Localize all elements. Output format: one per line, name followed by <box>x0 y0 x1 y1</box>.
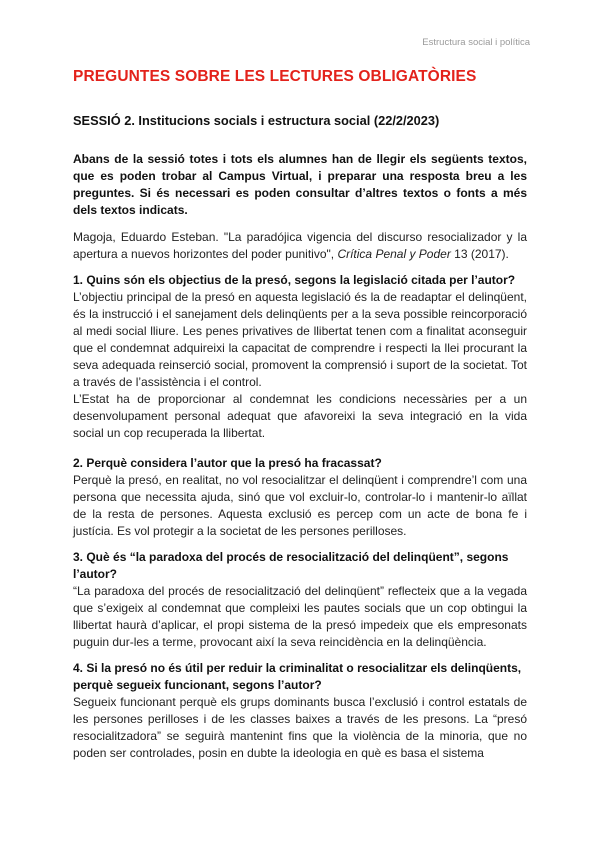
question-4: 4. Si la presó no és útil per reduir la criminalitat o resocialitzar els delinqüents, perquè segueix funcionant, segons l’autor? <box>73 661 522 692</box>
question-1: 1. Quins són els objectius de la presó, segons la legislació citada per l’autor? <box>73 273 516 287</box>
question-block-3 <box>73 549 527 651</box>
document-title: PREGUNTES SOBRE LES LECTURES OBLIGATÒRIES <box>73 68 477 85</box>
reading-reference <box>73 229 527 263</box>
journal-title: Crítica Penal y Poder <box>337 247 451 261</box>
instructions-paragraph: Abans de la sessió totes i tots els alumnes han de llegir els següents textos, que es poden trobar al Campus Virtual, i preparar una resposta breu a les preguntes. Si és necessari es poden consultar d’altres textos o fonts a més dels textos indicats. <box>73 152 527 217</box>
question-3: 3. Què és “la paradoxa del procés de resocialització del delinqüent”, segons l’autor? <box>73 550 509 581</box>
question-block-1 <box>73 272 527 442</box>
answer-2: Perquè la presó, en realitat, no vol resocialitzar el delinqüent i comprendre’l com una persona que necessita ajuda, sinó que vol excluir-lo, controlar-lo i mantenir-lo aïllat de la resta de persones. Aquesta exclusió es percep com un acte de bona fe i justícia. Es vol protegir a la societat de les persones perilloses. <box>73 473 527 538</box>
answer-1-paragraph-1: L’objectiu principal de la presó en aquesta legislació és la de readaptar el delinqüent, és la instrucció i el sanejament dels delinqüents per a la seva possible reincorporació al medi social lliure. Les penes privatives de llibertat tenen com a finalitat aconseguir que el condemnat adquireixi la capacitat de comprendre i respecti la llei procurant la seva adequada reinserció social, promovent la comprensió i suport de la societat. Tot a través de l’assistència i el control. <box>73 290 527 389</box>
answer-3: “La paradoxa del procés de resocialització del delinqüent” reflecteix que a la vegada que s’exigeix al condemnat que compleixi les pautes socials que un cop obtingui la llibertat haurà d’aplicar, el propi sistema de la presó impedeix que els empresonats puguin dur-les a terme, provocant així la seva reincidència en la delinqüència. <box>73 584 527 649</box>
question-2: 2. Perquè considera l’autor que la presó ha fracassat? <box>73 456 382 470</box>
question-block-2 <box>73 455 527 540</box>
answer-1-paragraph-2: L’Estat ha de proporcionar al condemnat les condicions necessàries per a un desenvolupament personal adequat que afavoreixi la seva integració en la vida social un cop recuperada la llibertat. <box>73 392 527 440</box>
answer-4: Segueix funcionant perquè els grups dominants busca l’exclusió i control estatals de les persones perilloses i de les classes baixes a través de les presons. La “presó resocialitzadora” se seguirà mantenint fins que la violència de la minoria, que no poden ser controlades, posin en dubte la ideologia en què es basa el sistema <box>73 695 527 760</box>
reference-text: Magoja, Eduardo Esteban. "La paradójica vigencia del discurso resocializador y la apertura a nuevos horizontes del poder punitivo", <box>73 230 527 261</box>
reference-issue: 13 (2017). <box>450 247 509 261</box>
question-block-4 <box>73 660 527 762</box>
running-header: Estructura social i política <box>422 37 530 48</box>
session-title: SESSIÓ 2. Institucions socials i estructura social (22/2/2023) <box>73 113 440 128</box>
